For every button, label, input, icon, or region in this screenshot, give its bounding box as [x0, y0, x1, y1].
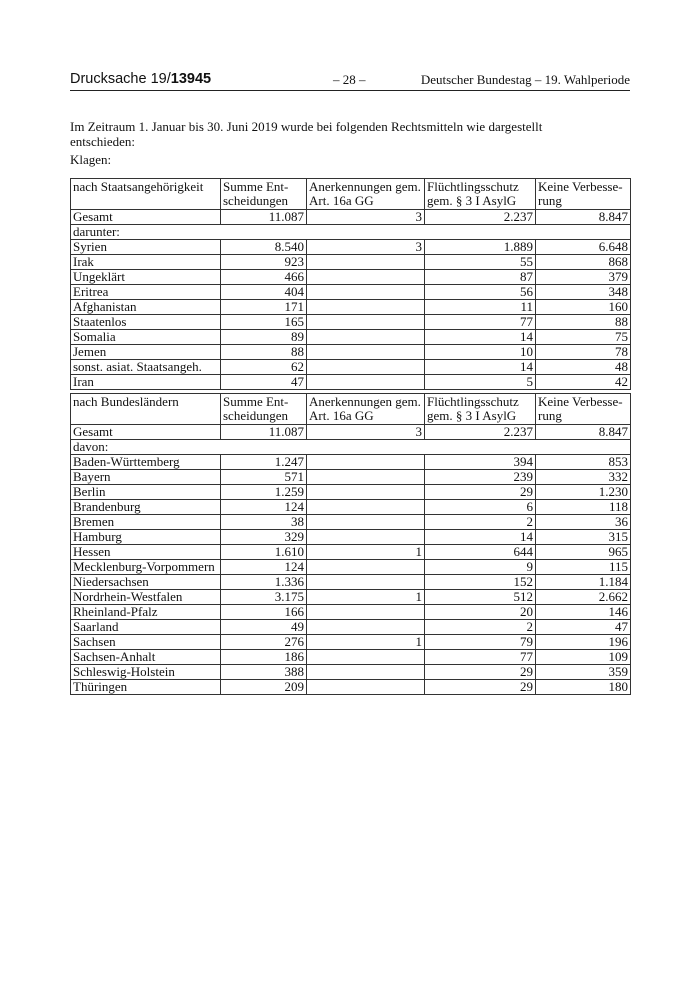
- cell-anerkennung: [307, 315, 425, 330]
- cell-anerkennung: [307, 455, 425, 470]
- cell-anerkennung: [307, 375, 425, 390]
- cell-summe: 124: [221, 560, 307, 575]
- cell-fluechtlingsschutz: 6: [425, 500, 536, 515]
- cell-summe: 923: [221, 255, 307, 270]
- row-label: Iran: [71, 375, 221, 390]
- cell-anerkennung: [307, 300, 425, 315]
- cell-anerkennung: [307, 360, 425, 375]
- cell-keine-verbesserung: 332: [536, 470, 631, 485]
- cell-fluechtlingsschutz: 77: [425, 315, 536, 330]
- table-row: [71, 650, 631, 665]
- cell-summe: 124: [221, 500, 307, 515]
- document-number: [70, 71, 211, 87]
- cell-fluechtlingsschutz: 394: [425, 455, 536, 470]
- cell-summe: 166: [221, 605, 307, 620]
- cell-fluechtlingsschutz: 11: [425, 300, 536, 315]
- cell-anerkennung: [307, 575, 425, 590]
- cell-keine-verbesserung: 315: [536, 530, 631, 545]
- table-row: [71, 255, 631, 270]
- cell-fluechtlingsschutz: 14: [425, 330, 536, 345]
- cell-keine-verbesserung: 2.662: [536, 590, 631, 605]
- row-label: Niedersachsen: [71, 575, 221, 590]
- cell-fluechtlingsschutz: 55: [425, 255, 536, 270]
- cell-keine-verbesserung: 359: [536, 665, 631, 680]
- cell-anerkennung: [307, 620, 425, 635]
- document-label: Drucksache 19/: [70, 71, 171, 87]
- table-row: [71, 500, 631, 515]
- column-header-keine-verbesserung: Keine Verbesse-rung: [536, 179, 631, 210]
- row-label: Somalia: [71, 330, 221, 345]
- cell-summe: 404: [221, 285, 307, 300]
- table-row: [71, 635, 631, 650]
- cell-keine-verbesserung: 6.648: [536, 240, 631, 255]
- cell-fluechtlingsschutz: 2: [425, 515, 536, 530]
- subheading-row: [71, 440, 631, 455]
- row-label: Sachsen-Anhalt: [71, 650, 221, 665]
- column-header-summe: Summe Ent-scheidungen: [221, 394, 307, 425]
- cell-keine-verbesserung: 180: [536, 680, 631, 695]
- page-header: [70, 71, 630, 91]
- cell-summe: 11.087: [221, 210, 307, 225]
- row-label: Thüringen: [71, 680, 221, 695]
- cell-anerkennung: [307, 500, 425, 515]
- cell-anerkennung: [307, 650, 425, 665]
- cell-keine-verbesserung: 78: [536, 345, 631, 360]
- cell-keine-verbesserung: 146: [536, 605, 631, 620]
- total-row: [71, 425, 631, 440]
- table-row: [71, 665, 631, 680]
- column-header-category: nach Staatsangehörigkeit: [71, 179, 221, 210]
- cell-anerkennung: [307, 485, 425, 500]
- table-row: [71, 240, 631, 255]
- table-row: [71, 560, 631, 575]
- row-label: Baden-Württemberg: [71, 455, 221, 470]
- cell-summe: 171: [221, 300, 307, 315]
- cell-fluechtlingsschutz: 10: [425, 345, 536, 360]
- cell-fluechtlingsschutz: 56: [425, 285, 536, 300]
- row-label: Afghanistan: [71, 300, 221, 315]
- table-row: [71, 470, 631, 485]
- row-label: Mecklenburg-Vorpommern: [71, 560, 221, 575]
- table-row: [71, 300, 631, 315]
- cell-summe: 47: [221, 375, 307, 390]
- cell-anerkennung: [307, 560, 425, 575]
- cell-fluechtlingsschutz: 29: [425, 680, 536, 695]
- row-label: Syrien: [71, 240, 221, 255]
- state-rows: [71, 455, 631, 695]
- cell-keine-verbesserung: 965: [536, 545, 631, 560]
- cell-anerkennung: [307, 515, 425, 530]
- column-header-fluechtlingsschutz: Flüchtlingsschutz gem. § 3 I AsylG: [425, 394, 536, 425]
- cell-keine-verbesserung: 379: [536, 270, 631, 285]
- row-label: Hamburg: [71, 530, 221, 545]
- cell-summe: 388: [221, 665, 307, 680]
- cell-keine-verbesserung: 48: [536, 360, 631, 375]
- cell-anerkennung: [307, 270, 425, 285]
- table-row: [71, 545, 631, 560]
- cell-anerkennung: [307, 255, 425, 270]
- intro-paragraph: Im Zeitraum 1. Januar bis 30. Juni 2019 wurde bei folgenden Rechtsmitteln wie dargestellt entschieden:: [70, 119, 543, 149]
- cell-fluechtlingsschutz: 644: [425, 545, 536, 560]
- cell-fluechtlingsschutz: 2.237: [425, 425, 536, 440]
- table-row: [71, 515, 631, 530]
- cell-summe: 466: [221, 270, 307, 285]
- row-label: Jemen: [71, 345, 221, 360]
- cell-anerkennung: [307, 665, 425, 680]
- table-header-row: [71, 179, 631, 210]
- cell-anerkennung: 1: [307, 545, 425, 560]
- cell-keine-verbesserung: 348: [536, 285, 631, 300]
- cell-fluechtlingsschutz: 1.889: [425, 240, 536, 255]
- cell-fluechtlingsschutz: 512: [425, 590, 536, 605]
- table-header-row: [71, 394, 631, 425]
- row-label: Staatenlos: [71, 315, 221, 330]
- table-row: [71, 315, 631, 330]
- cell-keine-verbesserung: 868: [536, 255, 631, 270]
- table-row: [71, 530, 631, 545]
- cell-anerkennung: [307, 330, 425, 345]
- cell-summe: 3.175: [221, 590, 307, 605]
- cell-summe: 329: [221, 530, 307, 545]
- cell-anerkennung: [307, 680, 425, 695]
- cell-fluechtlingsschutz: 20: [425, 605, 536, 620]
- cell-keine-verbesserung: 196: [536, 635, 631, 650]
- cell-summe: 49: [221, 620, 307, 635]
- row-label: Hessen: [71, 545, 221, 560]
- cell-fluechtlingsschutz: 29: [425, 665, 536, 680]
- column-header-keine-verbesserung: Keine Verbesse-rung: [536, 394, 631, 425]
- cell-summe: 209: [221, 680, 307, 695]
- table-row: [71, 270, 631, 285]
- cell-keine-verbesserung: 853: [536, 455, 631, 470]
- row-label: Rheinland-Pfalz: [71, 605, 221, 620]
- cell-anerkennung: [307, 345, 425, 360]
- table-row: [71, 680, 631, 695]
- row-label: Bremen: [71, 515, 221, 530]
- cell-keine-verbesserung: 109: [536, 650, 631, 665]
- cell-fluechtlingsschutz: 9: [425, 560, 536, 575]
- row-label: Gesamt: [71, 425, 221, 440]
- row-label: Bayern: [71, 470, 221, 485]
- cell-fluechtlingsschutz: 79: [425, 635, 536, 650]
- cell-fluechtlingsschutz: 77: [425, 650, 536, 665]
- cell-anerkennung: [307, 285, 425, 300]
- cell-keine-verbesserung: 8.847: [536, 210, 631, 225]
- table-row: [71, 345, 631, 360]
- table-row: [71, 485, 631, 500]
- row-label: Brandenburg: [71, 500, 221, 515]
- cell-fluechtlingsschutz: 5: [425, 375, 536, 390]
- cell-summe: 88: [221, 345, 307, 360]
- row-label: Sachsen: [71, 635, 221, 650]
- subheading-label: darunter:: [71, 225, 631, 240]
- column-header-fluechtlingsschutz: Flüchtlingsschutz gem. § 3 I AsylG: [425, 179, 536, 210]
- cell-summe: 38: [221, 515, 307, 530]
- table-row: [71, 605, 631, 620]
- cell-summe: 1.259: [221, 485, 307, 500]
- table-row: [71, 620, 631, 635]
- subheading-row: [71, 225, 631, 240]
- row-label: Gesamt: [71, 210, 221, 225]
- cell-summe: 571: [221, 470, 307, 485]
- cell-keine-verbesserung: 1.230: [536, 485, 631, 500]
- cell-summe: 89: [221, 330, 307, 345]
- table-row: [71, 590, 631, 605]
- cell-anerkennung: [307, 530, 425, 545]
- cell-anerkennung: 1: [307, 590, 425, 605]
- table-row: [71, 285, 631, 300]
- cell-keine-verbesserung: 118: [536, 500, 631, 515]
- row-label: Irak: [71, 255, 221, 270]
- row-label: Berlin: [71, 485, 221, 500]
- cell-anerkennung: 1: [307, 635, 425, 650]
- cell-fluechtlingsschutz: 152: [425, 575, 536, 590]
- cell-fluechtlingsschutz: 14: [425, 530, 536, 545]
- cell-fluechtlingsschutz: 87: [425, 270, 536, 285]
- row-label: Ungeklärt: [71, 270, 221, 285]
- cell-anerkennung: 3: [307, 240, 425, 255]
- row-label: Eritrea: [71, 285, 221, 300]
- cell-summe: 1.336: [221, 575, 307, 590]
- cell-fluechtlingsschutz: 2.237: [425, 210, 536, 225]
- cell-keine-verbesserung: 47: [536, 620, 631, 635]
- cell-summe: 165: [221, 315, 307, 330]
- cell-keine-verbesserung: 115: [536, 560, 631, 575]
- table-row: [71, 330, 631, 345]
- cell-anerkennung: [307, 605, 425, 620]
- header-divider: [70, 90, 630, 91]
- table-row: [71, 455, 631, 470]
- cell-anerkennung: [307, 470, 425, 485]
- table-by-nationality: [70, 178, 631, 390]
- column-header-summe: Summe Ent-scheidungen: [221, 179, 307, 210]
- cell-summe: 8.540: [221, 240, 307, 255]
- cell-keine-verbesserung: 75: [536, 330, 631, 345]
- cell-keine-verbesserung: 1.184: [536, 575, 631, 590]
- cell-summe: 186: [221, 650, 307, 665]
- column-header-category: nach Bundesländern: [71, 394, 221, 425]
- page-number: – 28 –: [333, 72, 366, 87]
- cell-anerkennung: 3: [307, 210, 425, 225]
- cell-fluechtlingsschutz: 29: [425, 485, 536, 500]
- subheading-label: davon:: [71, 440, 631, 455]
- table-row: [71, 360, 631, 375]
- cell-keine-verbesserung: 160: [536, 300, 631, 315]
- column-header-anerkennung: Anerkennungen gem. Art. 16a GG: [307, 179, 425, 210]
- total-row: [71, 210, 631, 225]
- cell-keine-verbesserung: 88: [536, 315, 631, 330]
- nationality-rows: [71, 240, 631, 390]
- cell-summe: 1.247: [221, 455, 307, 470]
- cell-summe: 62: [221, 360, 307, 375]
- row-label: sonst. asiat. Staatsangeh.: [71, 360, 221, 375]
- parliament-label: Deutscher Bundestag – 19. Wahlperiode: [420, 72, 630, 87]
- cell-summe: 11.087: [221, 425, 307, 440]
- cell-fluechtlingsschutz: 2: [425, 620, 536, 635]
- cell-keine-verbesserung: 36: [536, 515, 631, 530]
- cell-summe: 1.610: [221, 545, 307, 560]
- row-label: Saarland: [71, 620, 221, 635]
- document-number-value: 13945: [170, 71, 212, 87]
- cell-anerkennung: 3: [307, 425, 425, 440]
- cell-keine-verbesserung: 8.847: [536, 425, 631, 440]
- row-label: Schleswig-Holstein: [71, 665, 221, 680]
- cell-fluechtlingsschutz: 239: [425, 470, 536, 485]
- column-header-anerkennung: Anerkennungen gem. Art. 16a GG: [307, 394, 425, 425]
- cell-keine-verbesserung: 42: [536, 375, 631, 390]
- cell-fluechtlingsschutz: 14: [425, 360, 536, 375]
- table-row: [71, 575, 631, 590]
- cell-summe: 276: [221, 635, 307, 650]
- table-by-state: [70, 393, 631, 695]
- row-label: Nordrhein-Westfalen: [71, 590, 221, 605]
- table-row: [71, 375, 631, 390]
- klagen-label: Klagen:: [70, 152, 112, 167]
